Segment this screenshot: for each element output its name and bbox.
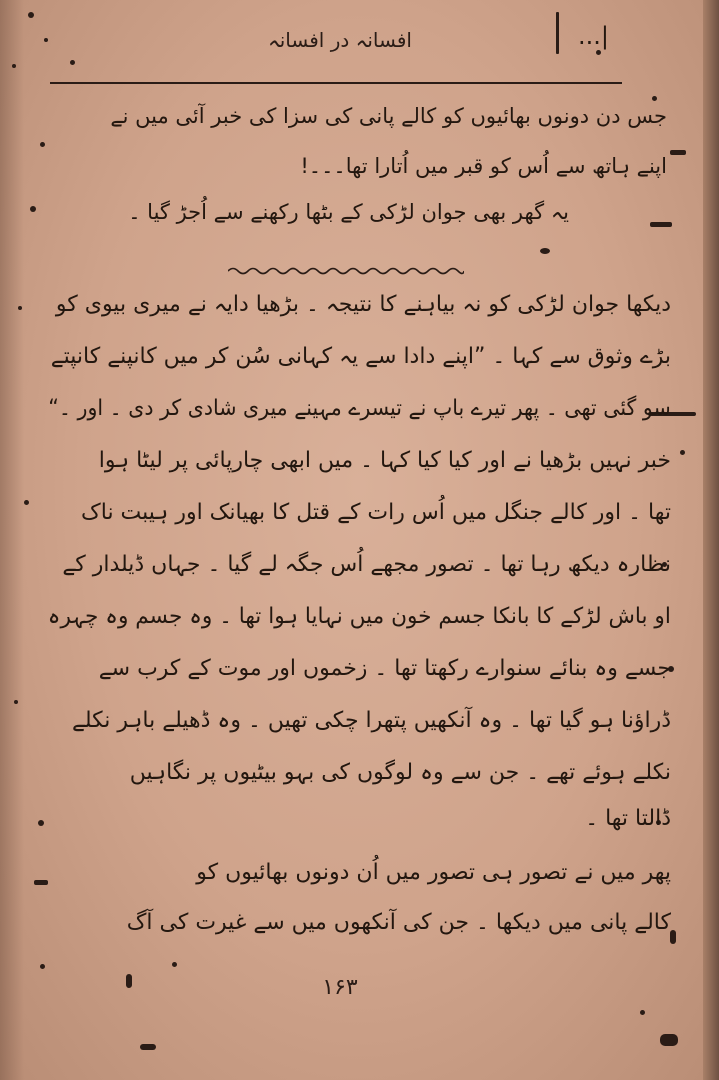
body-line: نظارہ دیکھ رہا تھا ۔ تصور مجھے اُس جگہ لے گیا ۔ جہاں ڈیلدار کے	[62, 552, 671, 577]
body-line: تھا ۔ اور کالے جنگل میں اُس رات کے قتل کا بھیانک اور ہیبت ناک	[81, 500, 671, 525]
ink-speck	[18, 306, 22, 310]
ink-speck	[14, 700, 18, 704]
intro-line: یہ گھر بھی جوان لڑکی کے بٹھا رکھنے سے اُجڑ گیا ۔	[128, 200, 569, 224]
ink-speck	[640, 1010, 645, 1015]
ink-speck	[24, 500, 29, 505]
ink-speck	[680, 450, 685, 455]
body-line: نکلے ہوئے تھے ۔ جن سے وہ لوگوں کی بہو بیٹیوں پر نگاہیں	[129, 760, 671, 785]
ink-speck	[650, 222, 672, 227]
ink-speck	[44, 38, 48, 42]
ink-speck	[40, 142, 45, 147]
intro-line: اپنے ہاتھ سے اُس کو قبر میں اُتارا تھا۔۔۔!	[300, 154, 667, 178]
ink-speck	[140, 1044, 156, 1050]
body-line: او باش لڑکے کا بانکا جسم خون میں نہایا ہوا تھا ۔ وہ جسم وہ چہرہ	[47, 604, 671, 629]
body-line: خبر نہیں بڑھیا نے اور کیا کیا کہا ۔ میں ابھی چارپائی پر لیٹا ہوا	[98, 448, 671, 473]
ink-speck	[38, 820, 44, 826]
ink-speck	[30, 206, 36, 212]
ink-speck	[34, 880, 48, 885]
ink-speck	[540, 248, 550, 254]
ink-speck	[12, 64, 16, 68]
ink-speck	[652, 96, 657, 101]
running-header: افسانہ در افسانہ	[268, 28, 412, 52]
ink-speck	[28, 12, 34, 18]
body-line: جسے وہ بنائے سنوارے رکھتا تھا ۔ زخموں اور موت کے کرب سے	[98, 656, 671, 681]
page-number: ۱۶۳	[322, 975, 358, 1000]
closing-line: کالے پانی میں دیکھا ۔ جن کی آنکھوں میں سے غیرت کی آگ	[126, 910, 671, 935]
page-edge-shadow	[0, 0, 24, 1080]
body-line: ڈراؤنا ہو گیا تھا ۔ وہ آنکھیں پتھرا چکی تھیں ۔ وہ ڈھیلے باہر نکلے	[71, 708, 671, 733]
ink-speck	[40, 964, 45, 969]
closing-line: پھر میں نے تصور ہی تصور میں اُن دونوں بھائیوں کو	[196, 860, 671, 885]
ink-speck	[126, 974, 132, 988]
ink-speck	[670, 150, 686, 155]
ink-speck	[660, 1034, 678, 1046]
body-line: سو گئی تھی ۔ پھر تیرے باپ نے تیسرے مہینے میری شادی کر دی ۔ اور ۔“	[48, 396, 671, 421]
intro-line: جس دن دونوں بھائیوں کو کالے پانی کی سزا کی خبر آئی میں نے	[110, 104, 667, 128]
corner-marks: |...	[578, 22, 609, 50]
body-line: بڑے وثوق سے کہا ۔ ”اپنے دادا سے یہ کہانی سُن کر میں کانپنے کانپتے	[50, 344, 671, 369]
wavy-separator	[228, 266, 464, 276]
ink-speck	[172, 962, 177, 967]
body-line: دیکھا جوان لڑکی کو نہ بیاہنے کا نتیجہ ۔ بڑھیا دایہ نے میری بیوی کو	[55, 292, 671, 317]
body-line: ڈالتا تھا ۔	[585, 806, 671, 831]
book-binding	[703, 0, 719, 1080]
ink-speck	[70, 60, 75, 65]
header-rule	[50, 82, 622, 84]
